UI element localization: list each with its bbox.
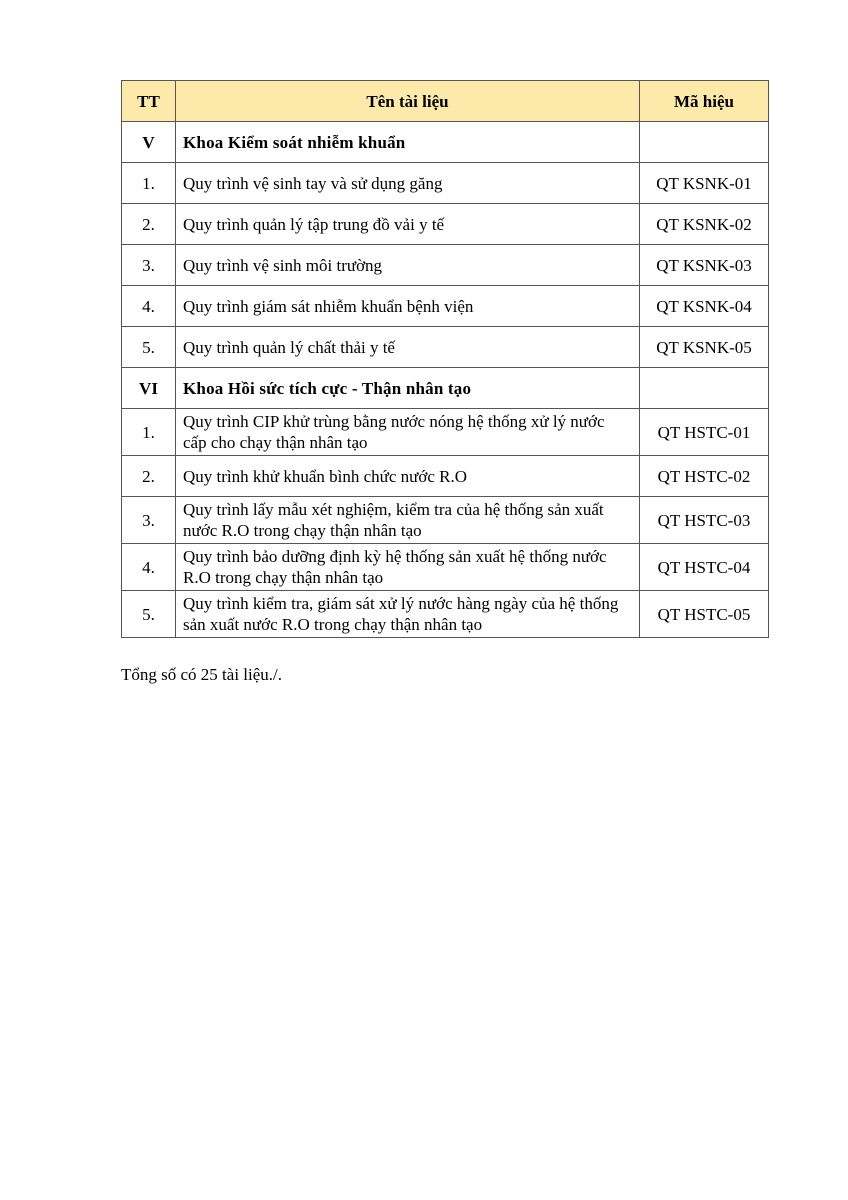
row-code: QT HSTC-05 (640, 591, 769, 638)
table-row (122, 163, 769, 204)
document-list-table (121, 80, 769, 638)
row-tt: VI (122, 368, 176, 409)
table-row (122, 409, 769, 456)
row-code: QT HSTC-01 (640, 409, 769, 456)
table-row (122, 245, 769, 286)
row-document-name: Quy trình quản lý chất thải y tế (176, 327, 640, 368)
table-row (122, 327, 769, 368)
table-row (122, 286, 769, 327)
row-code: QT KSNK-03 (640, 245, 769, 286)
row-document-name: Quy trình vệ sinh môi trường (176, 245, 640, 286)
row-code: QT KSNK-01 (640, 163, 769, 204)
row-code: QT KSNK-05 (640, 327, 769, 368)
table-row (122, 591, 769, 638)
section-title: Khoa Hồi sức tích cực - Thận nhân tạo (176, 368, 640, 409)
row-tt: 2. (122, 456, 176, 497)
table-row (122, 544, 769, 591)
row-document-name: Quy trình vệ sinh tay và sử dụng găng (176, 163, 640, 204)
row-document-name: Quy trình giám sát nhiễm khuẩn bệnh viện (176, 286, 640, 327)
header-tt: TT (122, 81, 176, 122)
row-tt: 2. (122, 204, 176, 245)
header-code: Mã hiệu (640, 81, 769, 122)
row-code: QT KSNK-02 (640, 204, 769, 245)
row-document-name: Quy trình khử khuẩn bình chức nước R.O (176, 456, 640, 497)
section-title: Khoa Kiểm soát nhiễm khuẩn (176, 122, 640, 163)
table-header-row (122, 81, 769, 122)
row-tt: 5. (122, 327, 176, 368)
row-document-name: Quy trình quản lý tập trung đồ vải y tế (176, 204, 640, 245)
row-document-name: Quy trình kiểm tra, giám sát xử lý nước hàng ngày của hệ thống sản xuất nước R.O trong chạy thận nhân tạo (176, 591, 640, 638)
row-document-name: Quy trình CIP khử trùng bằng nước nóng hệ thống xử lý nước cấp cho chạy thận nhân tạo (176, 409, 640, 456)
row-tt: 1. (122, 409, 176, 456)
row-tt: V (122, 122, 176, 163)
row-tt: 1. (122, 163, 176, 204)
row-tt: 3. (122, 245, 176, 286)
row-tt: 3. (122, 497, 176, 544)
table-section-row (122, 122, 769, 163)
row-code (640, 368, 769, 409)
row-tt: 5. (122, 591, 176, 638)
row-tt: 4. (122, 286, 176, 327)
table-section-row (122, 368, 769, 409)
row-code: QT HSTC-02 (640, 456, 769, 497)
total-documents-note: Tổng số có 25 tài liệu./. (121, 665, 283, 684)
table-row (122, 497, 769, 544)
row-code (640, 122, 769, 163)
table-row (122, 204, 769, 245)
row-code: QT HSTC-04 (640, 544, 769, 591)
row-tt: 4. (122, 544, 176, 591)
header-document-name: Tên tài liệu (176, 81, 640, 122)
row-document-name: Quy trình bảo dưỡng định kỳ hệ thống sản xuất hệ thống nước R.O trong chạy thận nhân tạo (176, 544, 640, 591)
row-code: QT KSNK-04 (640, 286, 769, 327)
row-document-name: Quy trình lấy mẫu xét nghiệm, kiểm tra của hệ thống sản xuất nước R.O trong chạy thận nhân tạo (176, 497, 640, 544)
row-code: QT HSTC-03 (640, 497, 769, 544)
table-row (122, 456, 769, 497)
